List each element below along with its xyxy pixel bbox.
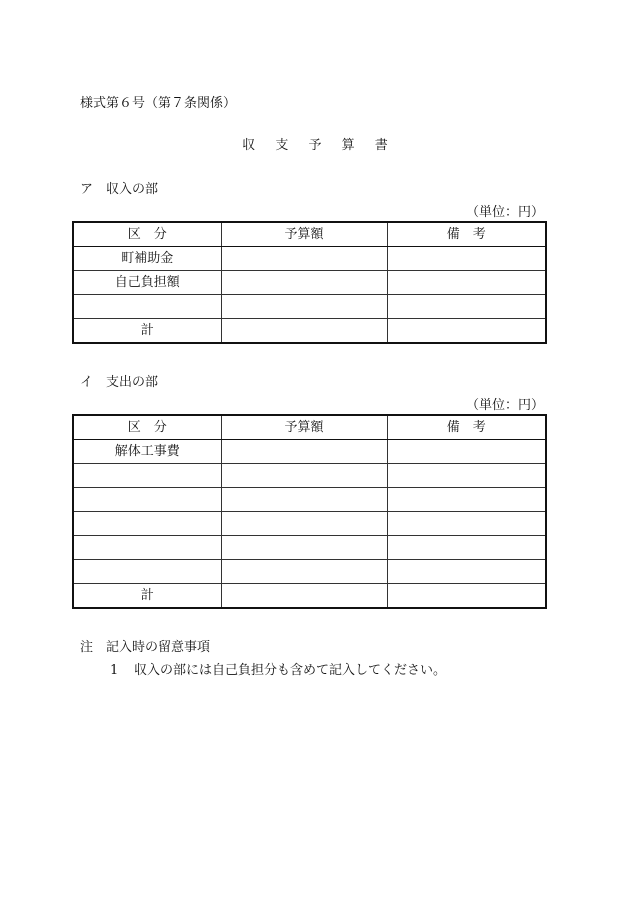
amount-cell[interactable] <box>221 464 387 488</box>
title-char: 支 <box>275 138 289 153</box>
amount-cell[interactable] <box>221 512 387 536</box>
amount-cell[interactable] <box>221 319 387 344</box>
category-cell: 解体工事費 <box>73 440 221 464</box>
table-row <box>73 512 546 536</box>
income-section-heading: ア 収入の部 <box>80 182 159 197</box>
table-row <box>73 271 546 295</box>
table-row <box>73 488 546 512</box>
column-header-category: 区 分 <box>73 222 221 247</box>
income-header-row <box>73 222 546 247</box>
category-cell[interactable] <box>73 464 221 488</box>
total-row <box>73 584 546 609</box>
form-number: 様式第６号（第７条関係） <box>80 96 237 111</box>
remarks-cell[interactable] <box>387 512 546 536</box>
title-char: 予 <box>308 138 322 153</box>
expense-table <box>72 414 547 609</box>
total-row <box>73 319 546 344</box>
column-header-remarks: 備 考 <box>387 415 546 440</box>
notes-heading: 注 記入時の留意事項 <box>80 640 211 655</box>
document-title <box>0 139 630 152</box>
column-header-amount: 予算額 <box>221 222 387 247</box>
table-row <box>73 560 546 584</box>
amount-cell[interactable] <box>221 440 387 464</box>
table-row <box>73 247 546 271</box>
amount-cell[interactable] <box>221 488 387 512</box>
remarks-cell[interactable] <box>387 464 546 488</box>
remarks-cell[interactable] <box>387 536 546 560</box>
table-row <box>73 464 546 488</box>
remarks-cell[interactable] <box>387 295 546 319</box>
column-header-remarks: 備 考 <box>387 222 546 247</box>
remarks-cell[interactable] <box>387 440 546 464</box>
title-char: 収 <box>242 138 256 153</box>
table-row <box>73 536 546 560</box>
amount-cell[interactable] <box>221 247 387 271</box>
amount-cell[interactable] <box>221 295 387 319</box>
note-number: 1 <box>110 663 119 678</box>
title-char: 書 <box>374 138 388 153</box>
column-header-category: 区 分 <box>73 415 221 440</box>
remarks-cell[interactable] <box>387 560 546 584</box>
category-cell[interactable] <box>73 536 221 560</box>
remarks-cell[interactable] <box>387 488 546 512</box>
expense-unit-label: （単位：円） <box>465 398 544 413</box>
category-cell[interactable] <box>73 512 221 536</box>
amount-cell[interactable] <box>221 560 387 584</box>
category-cell[interactable] <box>73 488 221 512</box>
column-header-amount: 予算額 <box>221 415 387 440</box>
category-cell[interactable] <box>73 295 221 319</box>
remarks-cell[interactable] <box>387 319 546 344</box>
table-row <box>73 295 546 319</box>
expense-header-row <box>73 415 546 440</box>
income-unit-label: （単位：円） <box>465 205 544 220</box>
note-item <box>110 664 446 677</box>
amount-cell[interactable] <box>221 271 387 295</box>
remarks-cell[interactable] <box>387 584 546 609</box>
category-cell[interactable] <box>73 560 221 584</box>
note-text: 収入の部には自己負担分も含めて記入してください。 <box>134 663 447 678</box>
expense-section-heading: イ 支出の部 <box>80 375 159 390</box>
amount-cell[interactable] <box>221 536 387 560</box>
table-row <box>73 440 546 464</box>
income-table <box>72 221 547 344</box>
category-cell: 自己負担額 <box>73 271 221 295</box>
remarks-cell[interactable] <box>387 271 546 295</box>
remarks-cell[interactable] <box>387 247 546 271</box>
title-char: 算 <box>341 138 355 153</box>
category-cell: 計 <box>73 584 221 609</box>
amount-cell[interactable] <box>221 584 387 609</box>
category-cell: 町補助金 <box>73 247 221 271</box>
category-cell: 計 <box>73 319 221 344</box>
